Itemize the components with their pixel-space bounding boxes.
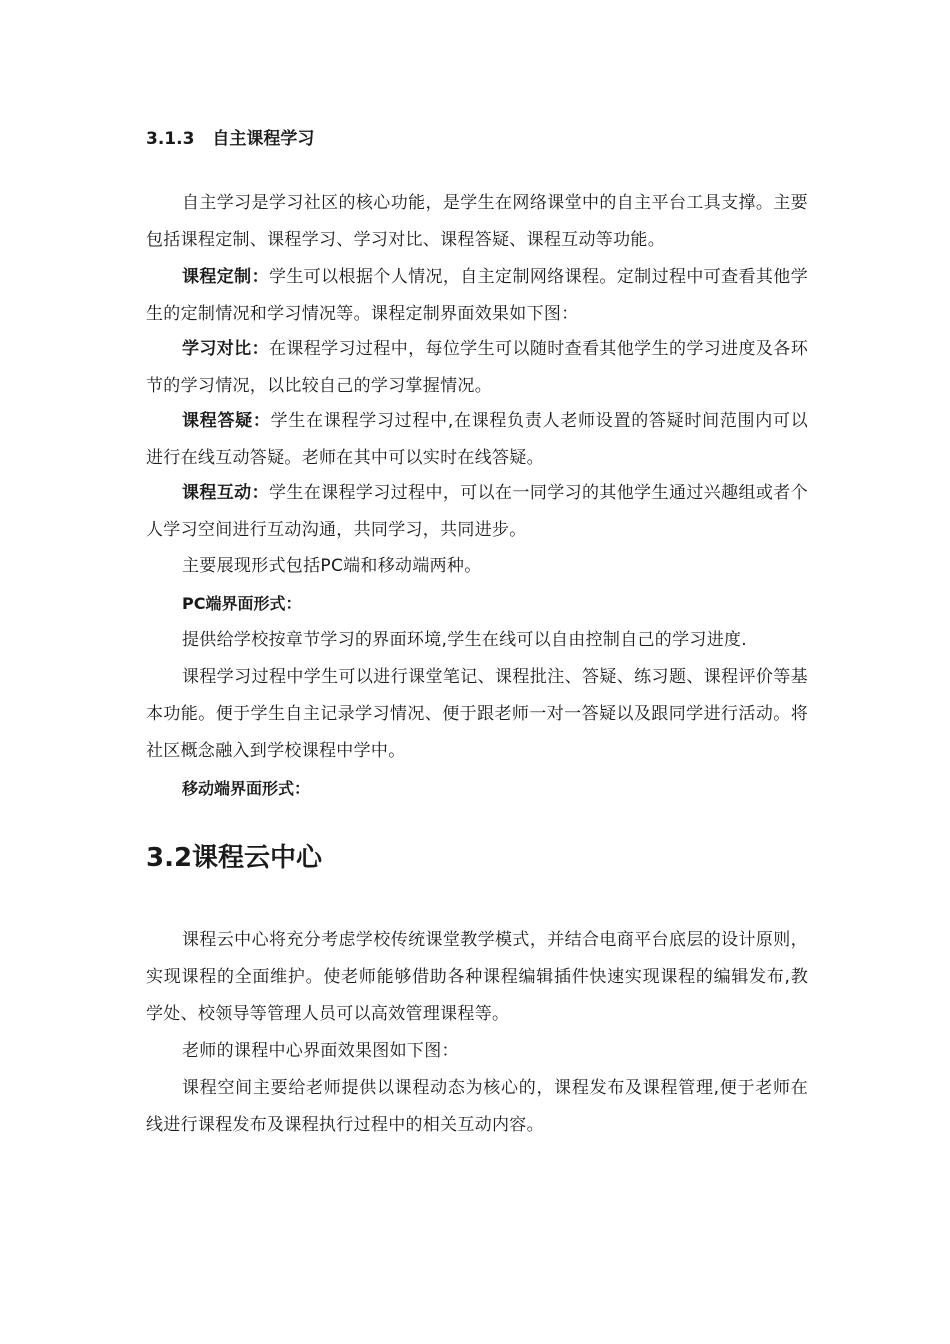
section-heading-3-1-3 <box>146 127 808 151</box>
item-learning-comparison <box>146 331 808 405</box>
item-text: 学生在课程学习过程中,在课程负责人老师设置的答疑时间范围内可以进行在线互动答疑。老师在其中可以实时在线答疑。 <box>146 411 809 468</box>
item-label: 学习对比： <box>182 339 269 359</box>
item-course-qa <box>146 403 808 477</box>
section-title: 自主课程学习 <box>212 129 315 149</box>
forms-intro-paragraph: 主要展现形式包括PC端和移动端两种。 <box>182 556 482 576</box>
intro-paragraph: 自主学习是学习社区的核心功能，是学生在网络课堂中的自主平台工具支撑。主要包括课程定制、课程学习、学习对比、课程答疑、课程互动等功能。 <box>146 193 808 250</box>
cloud-paragraph-2: 老师的课程中心界面效果图如下图： <box>182 1041 459 1061</box>
cloud-paragraph-3: 课程空间主要给老师提供以课程动态为核心的，课程发布及课程管理,便于老师在线进行课程发布及课程执行过程中的相关互动内容。 <box>146 1078 808 1135</box>
item-course-interaction <box>146 475 808 549</box>
section-heading-3-2: 3.2课程云中心 <box>146 843 323 873</box>
pc-interface-heading: PC端界面形式： <box>182 594 302 613</box>
item-label: 课程定制： <box>182 267 269 287</box>
cloud-paragraph-1: 课程云中心将充分考虑学校传统课堂教学模式，并结合电商平台底层的设计原则，实现课程的全面维护。使老师能够借助各种课程编辑插件快速实现课程的编辑发布,教学处、校领导等管理人员可以高效管理课程等。 <box>146 930 808 1024</box>
item-course-customization <box>146 259 808 333</box>
item-text: 学生可以根据个人情况，自主定制网络课程。定制过程中可查看其他学生的定制情况和学习情况等。课程定制界面效果如下图： <box>146 267 808 324</box>
item-label: 课程答疑： <box>182 411 271 431</box>
pc-paragraph-1: 提供给学校按章节学习的界面环境,学生在线可以自由控制自己的学习进度. <box>182 630 748 650</box>
item-label: 课程互动： <box>182 483 269 503</box>
pc-paragraph-2: 课程学习过程中学生可以进行课堂笔记、课程批注、答疑、练习题、课程评价等基本功能。便于学生自主记录学习情况、便于跟老师一对一答疑以及跟同学进行活动。将社区概念融入到学校课程中学中。 <box>146 667 808 761</box>
item-text: 学生在课程学习过程中，可以在一同学习的其他学生通过兴趣组或者个人学习空间进行互动沟通，共同学习，共同进步。 <box>146 483 808 540</box>
item-text: 在课程学习过程中，每位学生可以随时查看其他学生的学习进度及各环节的学习情况，以比较自己的学习掌握情况。 <box>146 339 808 396</box>
mobile-interface-heading: 移动端界面形式： <box>182 779 311 798</box>
section-number: 3.1.3 <box>146 129 195 149</box>
